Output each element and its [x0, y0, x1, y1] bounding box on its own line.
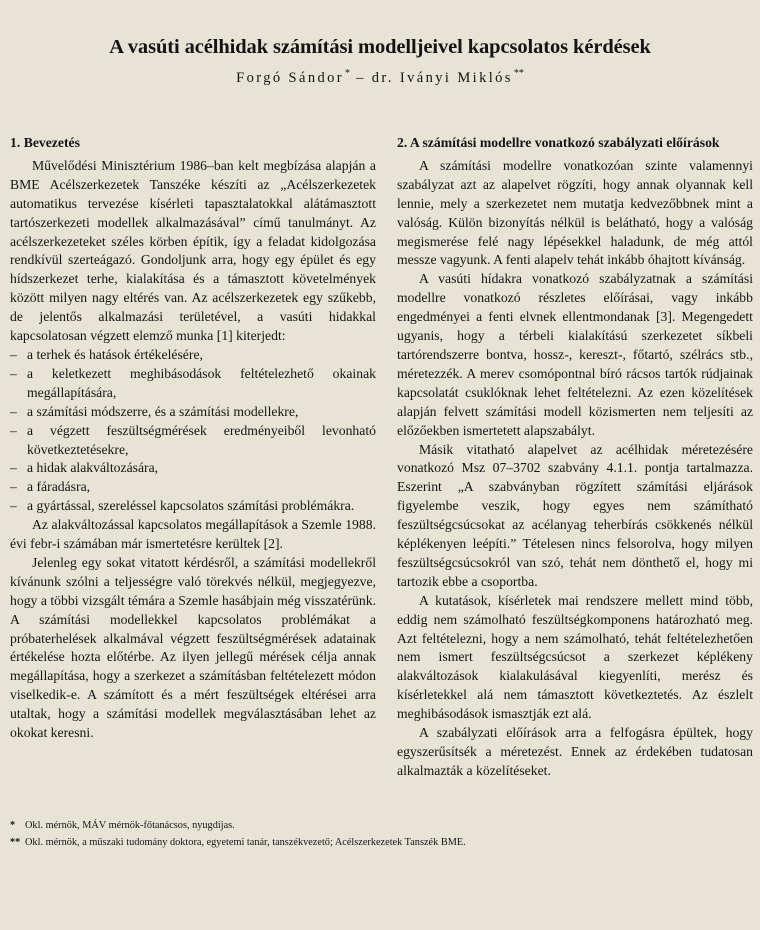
footnotes [10, 817, 750, 851]
authors-line [0, 68, 760, 87]
section-2-paragraph-5: A szabályzati előírások arra a felfogásra épültek, hogy egyszerűsítsék a méretezést. Ennek az érdekében tudatosan alkalmazták a közelítéseket. [397, 725, 753, 778]
section-2-paragraph-4: A kutatások, kísérletek mai rendszere mellett mind több, eddig nem számolható feszültségkomponens határozható meg. Azt feltételezni, hogy a nem számolható, tehát feltételezhetően nem ismert feszültségcsúcsot a szerkezet képlékeny alakváltozások kialakulásával kiegyenlíti, merész és kísérletekkel alá nem támasztott következtetés. Az észlelt meghibásodások ismasztják ezt alá. [397, 592, 753, 722]
footnote-text: Okl. mérnök, a műszaki tudomány doktora, egyetemi tanár, tanszékvezető; Acélszerkezetek Tanszék BME. [25, 837, 466, 848]
section-2-heading: 2. A számítási modellre vonatkozó szabályzati előírások [397, 135, 720, 150]
list-item: – a fáradásra, [10, 478, 376, 497]
list-item: – a keletkezett meghibásodások feltételezhető okainak megállapítására, [10, 365, 376, 403]
list-item: – a végzett feszültségmérések eredményeiből levonható következtetésekre, [10, 422, 376, 460]
footnote [10, 834, 750, 851]
author-separator: – [356, 70, 366, 86]
list-item: – a terhek és hatások értékelésére, [10, 346, 376, 365]
footnote-mark: ** [10, 837, 21, 848]
section-1-paragraph-3: Jelenleg egy sokat vitatott kérdésről, a számítási modellekről kívánunk szólni a teljességre való törekvés nélkül, megjegyezve, hogy a többi vizsgált témára a Szemle hasábjain még visszatérünk. A számítási modellekkel kapcsolatos problémákat a próbaterhelések alkalmával végzett feszültségmérések adatainak értékelése hozta előtérbe. Az ilyen jellegű mérések célja annak megállapítása, hogy a szerkezet a számításban feltételezett módon viselkedik-e. A számított és a mért feszültségek eltérései arra utaltak, hogy a számítási modellek megválasztásában lehet az okokat keresni. [10, 554, 376, 741]
list-item: – a gyártással, szereléssel kapcsolatos számítási problémákra. [10, 497, 376, 516]
section-1-paragraph-1: Művelődési Minisztérium 1986–ban kelt megbízása alapján a BME Acélszerkezetek Tanszéke készíti az „Acélszerkezetek automatikus tervezése kísérleti tapasztalatokkal alátámasztott tartószerkezeti modellek alkalmazásával” című tanulmányt. Az acélszerkezeteket széles körben építik, így a feladat kidolgozása rendkívül szerteágazó. Gondoljunk arra, hogy egy épület és egy hídszerkezet terhe, kialakítása és a támasztott követelmények között milyen nagy eltérés van. Az acélszerkezetek egy szűkebb, de jelentős alkalmazási területével, a vasúti hidakkal kapcsolatosan végzett elemző munka [1] kiterjedt: [10, 157, 376, 344]
article-title: A vasúti acélhidak számítási modelljeivel kapcsolatos kérdések [109, 36, 651, 58]
footnote-text: Okl. mérnök, MÁV mérnök-főtanácsos, nyugdíjas. [25, 820, 235, 831]
right-column [397, 134, 753, 781]
section-1-paragraph-2: Az alakváltozással kapcsolatos megállapítások a Szemle 1988. évi febr-i számában már ismertetésre kerültek [2]. [10, 517, 376, 552]
author-1: Forgó Sándor [236, 70, 345, 86]
author-1-footnote-mark: * [345, 68, 351, 79]
section-1-list [10, 346, 376, 516]
section-2-paragraph-1: A számítási modellre vonatkozóan szinte valamennyi szabályzat azt az alapelvet rögzíti, hogy annak olyannak kell lennie, mely a szerkezetet nem mutatja kedvezőbbnek mint a valóság. Külön bizonyítás nélkül is belátható, hogy a valóság megismerése felé nagy lépésekkel haladunk, de még attól messze vagyunk. A fenti alapelv tehát inkább óhajtott kívánság. [397, 157, 753, 268]
list-item: – a hidak alakváltozására, [10, 459, 376, 478]
section-2-paragraph-3: Másik vitatható alapelvet az acélhidak méretezésére vonatkozó Msz 07–3702 szabvány 4.1.1. pontja tartalmazza. Eszerint „A szabványban rögzített számítási eljárások figyelembe veszik, hogy egyes nem számítható feszültségcsúcsokat az acélanyag teherbírás csökkenés nélkül képlékenyen leépíti.” Tételesen nincs felsorolva, hogy milyen feszültségcsúcsokról van szó, tehát nem dönthető el, hogy mi tartozik ebbe a csoportba. [397, 441, 753, 589]
list-item: – a számítási módszerre, és a számítási modellekre, [10, 403, 376, 422]
section-2-paragraph-2: A vasúti hídakra vonatkozó szabályzatnak a számítási modellre vonatkozó részletes előírásai, vagy inkább engedményei a fenti elvnek ellentmondanak [3]. Megengedett ugyanis, hogy a térbeli kialakítású szerkezetet síkbeli tartórendszerre bontva, hossz-, kereszt-, főtartó, szélrács stb., méretezzék. A merev csomópontnal bíró rácsos tartók rúdjainak kapcsolatát csuklóknak lehet feltételezni. Az ezen közelítések alapján felvett számítási modell közismerten nem teljesíti az előzőekben ismertetett alapszabályt. [397, 271, 753, 438]
section-1-heading: 1. Bevezetés [10, 135, 80, 150]
author-2-footnote-mark: ** [513, 68, 524, 79]
footnote [10, 817, 750, 834]
author-2: dr. Iványi Miklós [371, 70, 513, 86]
footnote-mark: * [10, 820, 16, 831]
left-column [10, 134, 376, 743]
